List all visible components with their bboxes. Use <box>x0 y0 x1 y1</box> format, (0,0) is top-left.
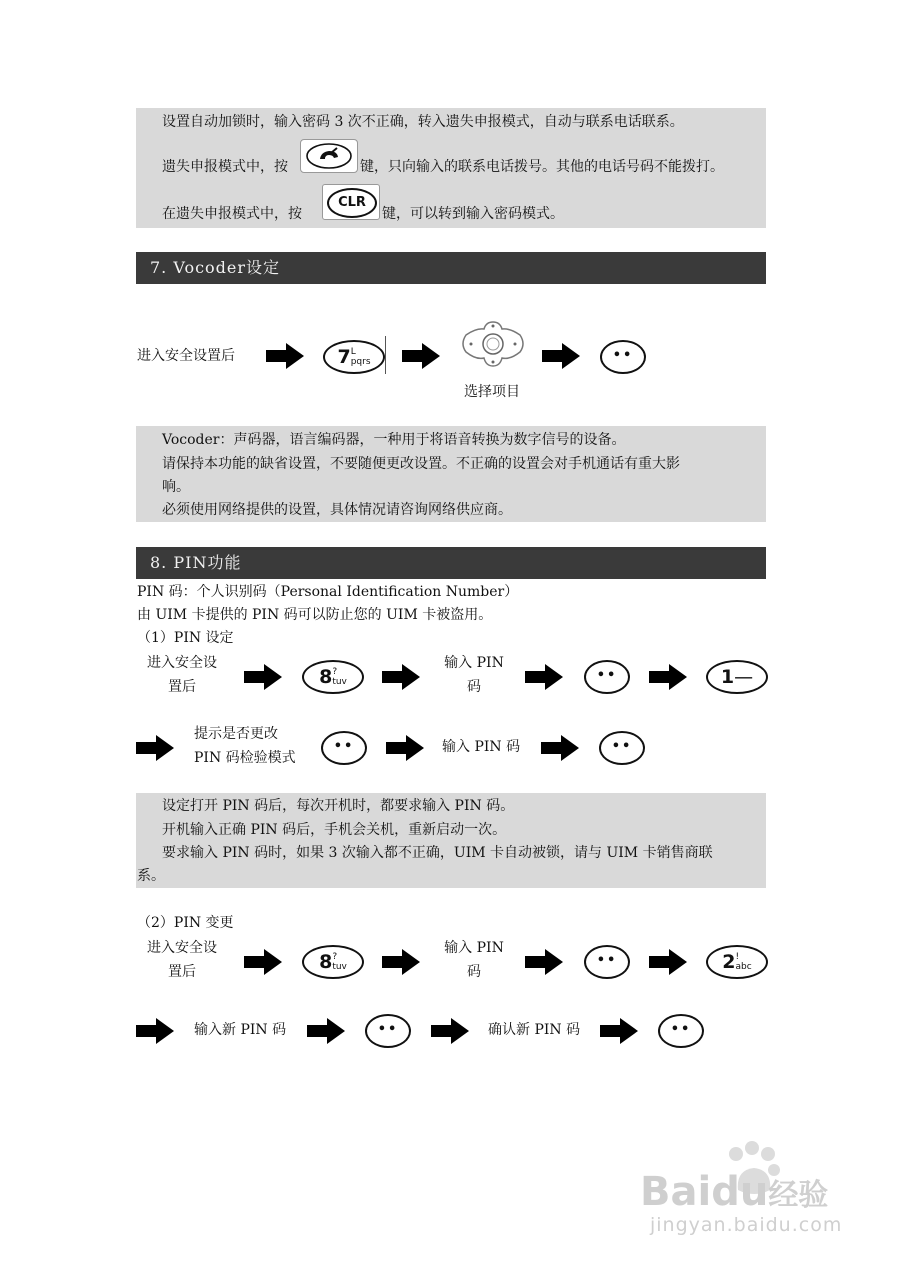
confirm-new-pin-label: 确认新 PIN 码 <box>488 1022 581 1038</box>
vocoder-enter-label: 进入安全设置后 <box>137 348 235 364</box>
input-new-pin-label: 输入新 PIN 码 <box>194 1022 287 1038</box>
arrow-icon <box>307 1018 345 1044</box>
arrow-icon <box>382 949 420 975</box>
select-item-label: 选择项目 <box>464 384 520 400</box>
lock-note-1: 设置自动加锁时，输入密码 3 次不正确，转入遗失申报模式，自动与联系电话联系。 <box>162 114 684 130</box>
pin-set-title: （1）PIN 设定 <box>137 630 234 646</box>
vocoder-note-1: Vocoder：声码器，语言编码器，一种用于将语音转换为数字信号的设备。 <box>162 432 626 448</box>
prompt-label: 提示是否更改 PIN 码检验模式 <box>194 726 296 766</box>
arrow-icon <box>402 343 440 369</box>
ok-key[interactable]: •• <box>321 731 367 765</box>
ok-key[interactable]: •• <box>599 731 645 765</box>
ok-key[interactable]: •• <box>658 1014 704 1048</box>
arrow-icon <box>244 664 282 690</box>
arrow-icon <box>386 735 424 761</box>
arrow-icon <box>136 735 174 761</box>
pin-note-4: 系。 <box>137 868 165 884</box>
pin-enter-label: 进入安全设 置后 <box>147 655 217 695</box>
pin-note-1: 设定打开 PIN 码后，每次开机时，都要求输入 PIN 码。 <box>162 798 515 814</box>
arrow-icon <box>244 949 282 975</box>
pin-enter-label: 进入安全设 置后 <box>147 940 217 980</box>
lock-note-3-after: 键，可以转到输入密码模式。 <box>382 206 564 222</box>
watermark-brand: Baidu经验 <box>640 1169 829 1215</box>
clr-key-label: CLR <box>327 188 377 218</box>
pin-change-title: （2）PIN 变更 <box>137 915 234 931</box>
pin-intro-2: 由 UIM 卡提供的 PIN 码可以防止您的 UIM 卡被盗用。 <box>137 607 493 623</box>
pin-note-3: 要求输入 PIN 码时，如果 3 次输入都不正确，UIM 卡自动被锁，请与 UIM 卡销售商联 <box>162 845 713 861</box>
arrow-icon <box>266 343 304 369</box>
vocoder-note-3: 响。 <box>162 479 190 495</box>
key-2[interactable]: 2! abc <box>706 945 768 979</box>
arrow-icon <box>541 735 579 761</box>
key-7[interactable]: 7L pqrs <box>323 340 385 374</box>
key-8[interactable]: 8? tuv <box>302 660 364 694</box>
send-key[interactable] <box>300 139 358 173</box>
watermark-url: jingyan.baidu.com <box>650 1214 843 1236</box>
lock-note-2-after: 键，只向输入的联系电话拨号。其他的电话号码不能拨打。 <box>360 159 724 175</box>
ok-key[interactable]: •• <box>600 340 646 374</box>
vocoder-note-4: 必须使用网络提供的设置，具体情况请咨询网络供应商。 <box>162 502 512 518</box>
pin-intro-1: PIN 码：个人识别码（Personal Identification Number） <box>137 584 519 600</box>
section-8-heading: 8. PIN功能 <box>136 547 766 579</box>
arrow-icon <box>649 664 687 690</box>
vocoder-note-2: 请保持本功能的缺省设置，不要随便更改设置。不正确的设置会对手机通话有重大影 <box>162 456 680 472</box>
lock-note-3: 在遗失申报模式中，按 <box>162 206 302 222</box>
key-1[interactable]: 1— <box>706 660 768 694</box>
arrow-icon <box>382 664 420 690</box>
arrow-icon <box>542 343 580 369</box>
arrow-icon <box>525 949 563 975</box>
arrow-icon <box>525 664 563 690</box>
lock-note-2: 遗失申报模式中，按 <box>162 159 288 175</box>
arrow-icon <box>649 949 687 975</box>
input-pin-label: 输入 PIN 码 <box>444 655 504 695</box>
input-pin-label: 输入 PIN 码 <box>444 940 504 980</box>
arrow-icon <box>600 1018 638 1044</box>
section-7-heading: 7. Vocoder设定 <box>136 252 766 284</box>
arrow-icon <box>136 1018 174 1044</box>
ok-key[interactable]: •• <box>584 660 630 694</box>
pin-note-2: 开机输入正确 PIN 码后，手机会关机，重新启动一次。 <box>162 822 507 838</box>
arrow-icon <box>431 1018 469 1044</box>
key-divider <box>385 336 386 374</box>
clr-key[interactable] <box>322 184 380 220</box>
key-8[interactable]: 8? tuv <box>302 945 364 979</box>
nav-key-icon[interactable] <box>460 320 526 368</box>
phone-send-icon <box>301 140 357 172</box>
input-pin-full-label: 输入 PIN 码 <box>442 739 521 755</box>
ok-key[interactable]: •• <box>365 1014 411 1048</box>
ok-key[interactable]: •• <box>584 945 630 979</box>
